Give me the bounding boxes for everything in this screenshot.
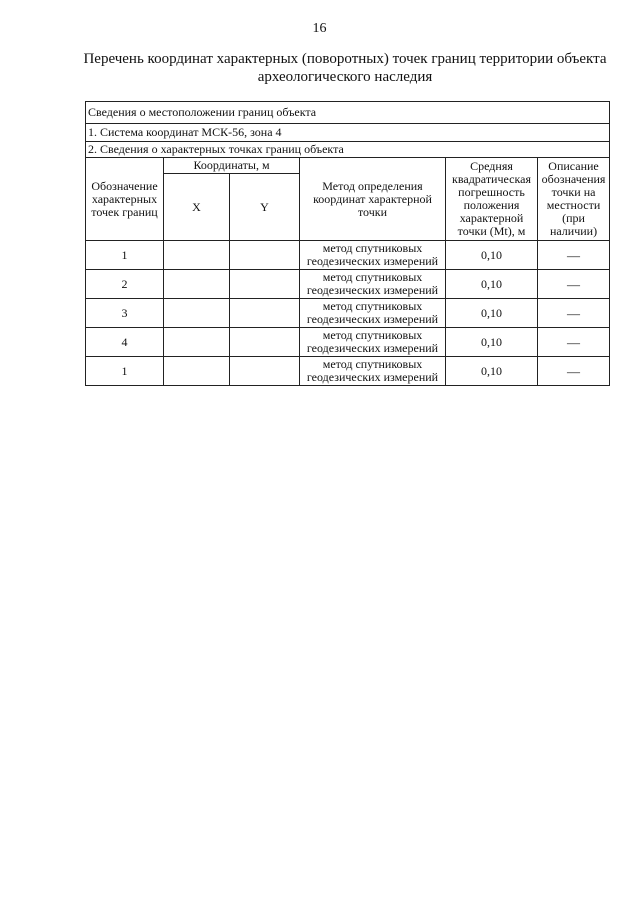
description-cell: — — [538, 328, 610, 357]
description-cell: — — [538, 357, 610, 386]
error-cell: 0,10 — [446, 270, 538, 299]
description-cell: — — [538, 241, 610, 270]
point-cell: 1 — [86, 241, 164, 270]
method-cell: метод спутниковых геодезических измерений — [300, 328, 446, 357]
error-cell: 0,10 — [446, 241, 538, 270]
method-cell: метод спутниковых геодезических измерений — [300, 299, 446, 328]
coordinates-table — [85, 101, 610, 386]
table-row — [86, 241, 610, 270]
table-row — [86, 328, 610, 357]
method-cell: метод спутниковых геодезических измерений — [300, 357, 446, 386]
error-cell: 0,10 — [446, 357, 538, 386]
page-number: 16 — [312, 21, 327, 36]
y-header: Y — [230, 174, 300, 241]
x-cell — [164, 328, 230, 357]
section-header: Сведения о местоположении границ объекта — [86, 102, 610, 124]
point-cell: 1 — [86, 357, 164, 386]
y-cell — [230, 357, 300, 386]
point-cell: 3 — [86, 299, 164, 328]
table-row — [86, 270, 610, 299]
y-cell — [230, 241, 300, 270]
coordinate-system: 1. Система координат МСК-56, зона 4 — [86, 124, 610, 142]
designation-header: Обозначение характерных точек границ — [86, 158, 164, 241]
method-header: Метод определения координат характерной точки — [300, 158, 446, 241]
point-cell: 2 — [86, 270, 164, 299]
x-cell — [164, 241, 230, 270]
table-row — [86, 357, 610, 386]
error-header: Средняя квадратическая погрешность положения характерной точки (Mt), м — [446, 158, 538, 241]
description-cell: — — [538, 299, 610, 328]
method-cell: метод спутниковых геодезических измерений — [300, 270, 446, 299]
coordinates-header: Координаты, м — [164, 158, 300, 174]
description-cell: — — [538, 270, 610, 299]
x-cell — [164, 299, 230, 328]
y-cell — [230, 270, 300, 299]
x-header: X — [164, 174, 230, 241]
y-cell — [230, 299, 300, 328]
method-cell: метод спутниковых геодезических измерений — [300, 241, 446, 270]
x-cell — [164, 357, 230, 386]
point-cell: 4 — [86, 328, 164, 357]
error-cell: 0,10 — [446, 328, 538, 357]
document-title: Перечень координат характерных (поворотных) точек границ территории объекта археологического наследия — [83, 51, 607, 85]
x-cell — [164, 270, 230, 299]
error-cell: 0,10 — [446, 299, 538, 328]
description-header: Описание обозначения точки на местности (при наличии) — [538, 158, 610, 241]
table-row — [86, 299, 610, 328]
points-info-header: 2. Сведения о характерных точках границ объекта — [86, 142, 610, 158]
y-cell — [230, 328, 300, 357]
